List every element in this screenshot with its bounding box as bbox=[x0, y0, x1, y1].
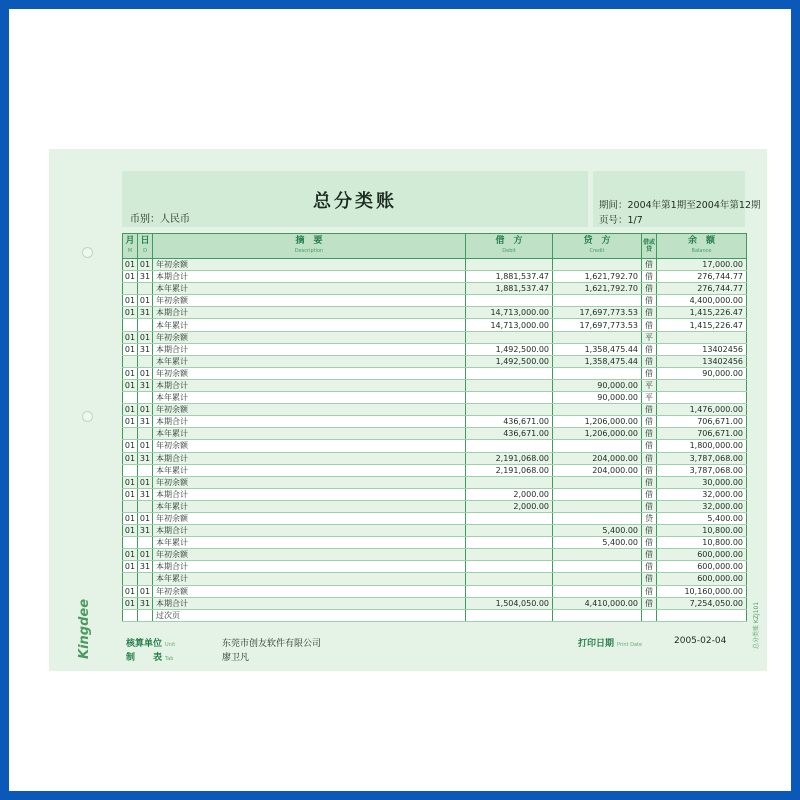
day-cell: 01 bbox=[138, 440, 153, 452]
direction-cell: 借 bbox=[642, 549, 657, 561]
day-cell: 01 bbox=[138, 585, 153, 597]
print-date-label: 打印日期 Print Date bbox=[578, 639, 643, 649]
table-row bbox=[123, 367, 747, 379]
description-cell: 年初余额 bbox=[153, 512, 466, 524]
description-cell: 本期合计 bbox=[153, 561, 466, 573]
day-cell: 31 bbox=[138, 488, 153, 500]
description-cell: 年初余额 bbox=[153, 440, 466, 452]
credit-cell bbox=[553, 488, 642, 500]
day-cell: 01 bbox=[138, 295, 153, 307]
debit-cell: 1,881,537.47 bbox=[466, 283, 553, 295]
credit-cell bbox=[553, 476, 642, 488]
balance-cell: 10,160,000.00 bbox=[657, 585, 747, 597]
debit-cell bbox=[466, 379, 553, 391]
table-row bbox=[123, 355, 747, 367]
description-cell: 本期合计 bbox=[153, 416, 466, 428]
table-row bbox=[123, 404, 747, 416]
maker-label: 制 表 Tab bbox=[126, 653, 174, 663]
direction-cell: 借 bbox=[642, 464, 657, 476]
credit-cell: 17,697,773.53 bbox=[553, 307, 642, 319]
currency-label: 币别：人民币 bbox=[130, 214, 190, 225]
month-cell: 01 bbox=[123, 307, 138, 319]
credit-cell bbox=[553, 585, 642, 597]
balance-cell: 3,787,068.00 bbox=[657, 452, 747, 464]
table-header bbox=[123, 234, 747, 259]
balance-cell: 1,476,000.00 bbox=[657, 404, 747, 416]
balance-cell: 10,800.00 bbox=[657, 525, 747, 537]
direction-cell: 借 bbox=[642, 259, 657, 271]
table-row bbox=[123, 476, 747, 488]
direction-cell: 借 bbox=[642, 561, 657, 573]
unit-label: 核算单位 Unit bbox=[126, 639, 176, 649]
month-cell bbox=[123, 537, 138, 549]
month-cell bbox=[123, 319, 138, 331]
table-row bbox=[123, 428, 747, 440]
description-cell: 本年累计 bbox=[153, 355, 466, 367]
balance-cell: 13402456 bbox=[657, 343, 747, 355]
month-cell: 01 bbox=[123, 343, 138, 355]
credit-cell bbox=[553, 404, 642, 416]
description-cell: 年初余额 bbox=[153, 549, 466, 561]
ledger-rows bbox=[123, 259, 747, 622]
table-row bbox=[123, 585, 747, 597]
debit-cell bbox=[466, 512, 553, 524]
debit-cell: 2,000.00 bbox=[466, 488, 553, 500]
description-cell: 年初余额 bbox=[153, 367, 466, 379]
balance-cell: 4,400,000.00 bbox=[657, 295, 747, 307]
table-row bbox=[123, 597, 747, 609]
credit-cell: 1,358,475.44 bbox=[553, 343, 642, 355]
day-cell bbox=[138, 537, 153, 549]
day-cell: 31 bbox=[138, 452, 153, 464]
direction-cell bbox=[642, 609, 657, 621]
credit-cell: 204,000.00 bbox=[553, 452, 642, 464]
balance-cell: 90,000.00 bbox=[657, 367, 747, 379]
direction-cell: 借 bbox=[642, 404, 657, 416]
day-cell: 01 bbox=[138, 331, 153, 343]
balance-cell: 706,671.00 bbox=[657, 416, 747, 428]
debit-cell bbox=[466, 525, 553, 537]
print-date-value: 2005-02-04 bbox=[674, 636, 727, 646]
punch-hole bbox=[82, 411, 93, 422]
credit-cell: 1,206,000.00 bbox=[553, 428, 642, 440]
debit-cell: 14,713,000.00 bbox=[466, 307, 553, 319]
direction-cell: 借 bbox=[642, 500, 657, 512]
table-row bbox=[123, 488, 747, 500]
month-cell bbox=[123, 355, 138, 367]
description-cell: 本年累计 bbox=[153, 428, 466, 440]
table-row bbox=[123, 512, 747, 524]
debit-cell bbox=[466, 585, 553, 597]
description-cell: 过次页 bbox=[153, 609, 466, 621]
direction-cell: 平 bbox=[642, 379, 657, 391]
day-cell bbox=[138, 428, 153, 440]
direction-cell: 借 bbox=[642, 355, 657, 367]
col-credit: 贷 方 Credit bbox=[553, 234, 642, 259]
balance-cell: 10,800.00 bbox=[657, 537, 747, 549]
debit-cell bbox=[466, 440, 553, 452]
col-debit: 借 方 Debit bbox=[466, 234, 553, 259]
credit-cell bbox=[553, 549, 642, 561]
description-cell: 本期合计 bbox=[153, 597, 466, 609]
debit-cell bbox=[466, 331, 553, 343]
debit-cell: 1,492,500.00 bbox=[466, 355, 553, 367]
day-cell bbox=[138, 355, 153, 367]
direction-cell: 借 bbox=[642, 367, 657, 379]
direction-cell: 借 bbox=[642, 440, 657, 452]
debit-cell: 14,713,000.00 bbox=[466, 319, 553, 331]
footer bbox=[122, 630, 746, 662]
day-cell: 31 bbox=[138, 597, 153, 609]
day-cell: 01 bbox=[138, 549, 153, 561]
direction-cell: 借 bbox=[642, 476, 657, 488]
description-cell: 本期合计 bbox=[153, 525, 466, 537]
day-cell: 31 bbox=[138, 271, 153, 283]
balance-cell bbox=[657, 379, 747, 391]
balance-cell: 706,671.00 bbox=[657, 428, 747, 440]
debit-cell bbox=[466, 259, 553, 271]
description-cell: 本期合计 bbox=[153, 452, 466, 464]
table-row bbox=[123, 295, 747, 307]
description-cell: 本年累计 bbox=[153, 464, 466, 476]
table-row bbox=[123, 500, 747, 512]
debit-cell: 1,881,537.47 bbox=[466, 271, 553, 283]
debit-cell bbox=[466, 609, 553, 621]
credit-cell: 1,358,475.44 bbox=[553, 355, 642, 367]
debit-cell: 1,492,500.00 bbox=[466, 343, 553, 355]
table-row bbox=[123, 452, 747, 464]
month-cell: 01 bbox=[123, 452, 138, 464]
day-cell: 31 bbox=[138, 561, 153, 573]
day-cell bbox=[138, 392, 153, 404]
day-cell: 01 bbox=[138, 367, 153, 379]
description-cell: 本年累计 bbox=[153, 319, 466, 331]
table-row bbox=[123, 416, 747, 428]
day-cell: 01 bbox=[138, 512, 153, 524]
month-cell: 01 bbox=[123, 488, 138, 500]
direction-cell: 借 bbox=[642, 343, 657, 355]
table-row bbox=[123, 573, 747, 585]
maker-value: 廖卫凡 bbox=[222, 653, 250, 663]
month-cell: 01 bbox=[123, 585, 138, 597]
credit-cell: 90,000.00 bbox=[553, 379, 642, 391]
balance-cell: 7,254,050.00 bbox=[657, 597, 747, 609]
month-cell: 01 bbox=[123, 404, 138, 416]
table-row bbox=[123, 549, 747, 561]
month-cell: 01 bbox=[123, 597, 138, 609]
balance-cell bbox=[657, 609, 747, 621]
balance-cell: 32,000.00 bbox=[657, 488, 747, 500]
day-cell bbox=[138, 609, 153, 621]
col-day: 日 D bbox=[138, 234, 153, 259]
direction-cell: 借 bbox=[642, 488, 657, 500]
month-cell bbox=[123, 573, 138, 585]
debit-cell bbox=[466, 476, 553, 488]
month-cell: 01 bbox=[123, 259, 138, 271]
direction-cell: 借 bbox=[642, 271, 657, 283]
direction-cell: 借 bbox=[642, 283, 657, 295]
balance-cell: 600,000.00 bbox=[657, 573, 747, 585]
table-row bbox=[123, 609, 747, 621]
table-row bbox=[123, 392, 747, 404]
day-cell bbox=[138, 283, 153, 295]
table-row bbox=[123, 525, 747, 537]
credit-cell: 1,621,792.70 bbox=[553, 283, 642, 295]
table-row bbox=[123, 271, 747, 283]
day-cell bbox=[138, 319, 153, 331]
col-balance: 余 额 Balance bbox=[657, 234, 747, 259]
credit-cell: 4,410,000.00 bbox=[553, 597, 642, 609]
balance-cell: 600,000.00 bbox=[657, 561, 747, 573]
month-cell: 01 bbox=[123, 271, 138, 283]
col-month: 月 M bbox=[123, 234, 138, 259]
direction-cell: 借 bbox=[642, 295, 657, 307]
day-cell: 31 bbox=[138, 379, 153, 391]
balance-cell: 5,400.00 bbox=[657, 512, 747, 524]
col-direction: 借或贷 bbox=[642, 234, 657, 259]
debit-cell: 1,504,050.00 bbox=[466, 597, 553, 609]
debit-cell bbox=[466, 295, 553, 307]
credit-cell: 1,621,792.70 bbox=[553, 271, 642, 283]
table-row bbox=[123, 319, 747, 331]
debit-cell: 2,191,068.00 bbox=[466, 452, 553, 464]
debit-cell bbox=[466, 537, 553, 549]
balance-cell: 13402456 bbox=[657, 355, 747, 367]
direction-cell: 借 bbox=[642, 428, 657, 440]
balance-cell: 1,415,226.47 bbox=[657, 319, 747, 331]
direction-cell: 借 bbox=[642, 537, 657, 549]
description-cell: 本年累计 bbox=[153, 283, 466, 295]
month-cell: 01 bbox=[123, 561, 138, 573]
month-cell bbox=[123, 392, 138, 404]
direction-cell: 贷 bbox=[642, 512, 657, 524]
debit-cell: 436,671.00 bbox=[466, 416, 553, 428]
month-cell bbox=[123, 283, 138, 295]
credit-cell bbox=[553, 512, 642, 524]
side-margin bbox=[49, 149, 119, 671]
description-cell: 年初余额 bbox=[153, 295, 466, 307]
debit-cell bbox=[466, 367, 553, 379]
balance-cell bbox=[657, 331, 747, 343]
month-cell: 01 bbox=[123, 379, 138, 391]
day-cell: 31 bbox=[138, 416, 153, 428]
balance-cell bbox=[657, 392, 747, 404]
credit-cell bbox=[553, 573, 642, 585]
day-cell: 01 bbox=[138, 476, 153, 488]
debit-cell bbox=[466, 573, 553, 585]
title-block bbox=[122, 171, 588, 227]
table-row bbox=[123, 464, 747, 476]
description-cell: 年初余额 bbox=[153, 331, 466, 343]
balance-cell: 600,000.00 bbox=[657, 549, 747, 561]
debit-cell: 436,671.00 bbox=[466, 428, 553, 440]
debit-cell bbox=[466, 561, 553, 573]
credit-cell bbox=[553, 500, 642, 512]
description-cell: 本年累计 bbox=[153, 537, 466, 549]
credit-cell: 17,697,773.53 bbox=[553, 319, 642, 331]
month-cell: 01 bbox=[123, 416, 138, 428]
balance-cell: 1,415,226.47 bbox=[657, 307, 747, 319]
month-cell bbox=[123, 428, 138, 440]
month-cell: 01 bbox=[123, 440, 138, 452]
balance-cell: 17,000.00 bbox=[657, 259, 747, 271]
table-row bbox=[123, 283, 747, 295]
page-title: 总分类账 bbox=[313, 191, 397, 212]
credit-cell: 90,000.00 bbox=[553, 392, 642, 404]
table-row bbox=[123, 379, 747, 391]
balance-cell: 1,800,000.00 bbox=[657, 440, 747, 452]
period-label: 期间：2004年第1期至2004年第12期 bbox=[599, 200, 761, 211]
description-cell: 本期合计 bbox=[153, 488, 466, 500]
table-row bbox=[123, 307, 747, 319]
day-cell: 31 bbox=[138, 307, 153, 319]
description-cell: 本期合计 bbox=[153, 379, 466, 391]
month-cell bbox=[123, 464, 138, 476]
description-cell: 年初余额 bbox=[153, 404, 466, 416]
credit-cell: 1,206,000.00 bbox=[553, 416, 642, 428]
table-row bbox=[123, 537, 747, 549]
day-cell bbox=[138, 573, 153, 585]
credit-cell bbox=[553, 561, 642, 573]
balance-cell: 276,744.77 bbox=[657, 271, 747, 283]
description-cell: 年初余额 bbox=[153, 585, 466, 597]
kingdee-logo: Kingdee bbox=[77, 598, 92, 659]
table-row bbox=[123, 259, 747, 271]
description-cell: 本期合计 bbox=[153, 307, 466, 319]
month-cell: 01 bbox=[123, 512, 138, 524]
direction-cell: 借 bbox=[642, 585, 657, 597]
month-cell: 01 bbox=[123, 549, 138, 561]
description-cell: 本期合计 bbox=[153, 343, 466, 355]
direction-cell: 借 bbox=[642, 452, 657, 464]
col-description: 摘 要 Description bbox=[153, 234, 466, 259]
month-cell: 01 bbox=[123, 476, 138, 488]
table-row bbox=[123, 440, 747, 452]
direction-cell: 平 bbox=[642, 392, 657, 404]
credit-cell bbox=[553, 259, 642, 271]
day-cell: 01 bbox=[138, 404, 153, 416]
description-cell: 本年累计 bbox=[153, 573, 466, 585]
debit-cell bbox=[466, 549, 553, 561]
credit-cell: 5,400.00 bbox=[553, 525, 642, 537]
direction-cell: 借 bbox=[642, 319, 657, 331]
period-block bbox=[593, 171, 761, 227]
credit-cell bbox=[553, 331, 642, 343]
ledger-table bbox=[122, 233, 747, 622]
day-cell: 31 bbox=[138, 525, 153, 537]
credit-cell bbox=[553, 295, 642, 307]
month-cell bbox=[123, 609, 138, 621]
balance-cell: 30,000.00 bbox=[657, 476, 747, 488]
description-cell: 本年累计 bbox=[153, 392, 466, 404]
unit-value: 东莞市创友软件有限公司 bbox=[222, 639, 322, 649]
table-row bbox=[123, 561, 747, 573]
table-row bbox=[123, 343, 747, 355]
direction-cell: 借 bbox=[642, 416, 657, 428]
credit-cell bbox=[553, 367, 642, 379]
debit-cell: 2,000.00 bbox=[466, 500, 553, 512]
month-cell: 01 bbox=[123, 331, 138, 343]
day-cell bbox=[138, 500, 153, 512]
direction-cell: 借 bbox=[642, 307, 657, 319]
debit-cell: 2,191,068.00 bbox=[466, 464, 553, 476]
balance-cell: 276,744.77 bbox=[657, 283, 747, 295]
credit-cell bbox=[553, 440, 642, 452]
punch-hole bbox=[82, 247, 93, 258]
credit-cell bbox=[553, 609, 642, 621]
balance-cell: 3,787,068.00 bbox=[657, 464, 747, 476]
debit-cell bbox=[466, 392, 553, 404]
month-cell: 01 bbox=[123, 525, 138, 537]
description-cell: 年初余额 bbox=[153, 259, 466, 271]
day-cell: 31 bbox=[138, 343, 153, 355]
description-cell: 本年累计 bbox=[153, 500, 466, 512]
direction-cell: 平 bbox=[642, 331, 657, 343]
ledger-paper: Kingdee 总分类账 币别：人民币 期间：2004年第1期至2004年第12期 页号：1/7 月 M 日 D 摘 要 Description 借 方 Debit 贷 方 Credit 借或贷 余 额 Balance 01 01 年初余额 借 17,000.00 01 31 本期合计 1,881,537.47 1,621,792.70 借 276,744.77 本年累计 1,881,537.47 1,621,792.70 借 276,744.77 01 01 年初余额 借 4,400,000.00 01 31 本期合计 14,713,000.00 17,697,773.53 借 1,415,226.47 本年累计 14,713,000.00 17,697,773.53 借 1,415,226.47 01 01 年初余额 平 01 31 本期合计 1,492,500.00 1,358,475.44 借 13402456 本年累计 1,492,500.00 1,358,475.44 借 13402456 01 01 年初余额 借 90,000.00 01 31 本期合计 90,000.00 平 本年累计 90,000.00 平 01 01 年初余额 借 1,476,000.00 01 31 本期合计 436,671.00 1,206,000.00 借 706,671.00 本年累计 436,671.00 1,206,000.00 借 706,671.00 01 01 年初余额 借 1,800,000.00 01 31 本期合计 2,191,068.00 204,000.00 借 3,787,068.00 本年累计 2,191,068.00 204,000.00 借 3,787,068.00 01 01 年初余额 借 30,000.00 01 31 本期合计 2,000.00 借 32,000.00 本年累计 2,000.00 借 32,000.00 01 01 年初余额 贷 5,400.00 01 31 本期合计 5,400.00 借 10,800.00 本年累计 5,400.00 借 10,800.00 01 01 年初余额 借 600,000.00 01 31 本期合计 借 600,000.00 本年累计 借 600,000.00 01 01 年初余额 借 10,160,000.00 01 31 本期合计 1,504,050.00 4,410,000.00 借 7,254,050.00 过次页 核算单位 Unit 东莞市创友软件有限公司 制 表 Tab 廖卫凡 打印日期 Print Date 2005-02-04 总分类账 KZJ101 bbox=[49, 149, 767, 671]
debit-cell bbox=[466, 404, 553, 416]
direction-cell: 借 bbox=[642, 597, 657, 609]
month-cell bbox=[123, 500, 138, 512]
day-cell: 01 bbox=[138, 259, 153, 271]
month-cell: 01 bbox=[123, 367, 138, 379]
table-row bbox=[123, 331, 747, 343]
credit-cell: 204,000.00 bbox=[553, 464, 642, 476]
month-cell: 01 bbox=[123, 295, 138, 307]
balance-cell: 32,000.00 bbox=[657, 500, 747, 512]
description-cell: 年初余额 bbox=[153, 476, 466, 488]
description-cell: 本期合计 bbox=[153, 271, 466, 283]
credit-cell: 5,400.00 bbox=[553, 537, 642, 549]
direction-cell: 借 bbox=[642, 525, 657, 537]
direction-cell: 借 bbox=[642, 573, 657, 585]
page-number: 页号：1/7 bbox=[599, 215, 643, 226]
day-cell bbox=[138, 464, 153, 476]
